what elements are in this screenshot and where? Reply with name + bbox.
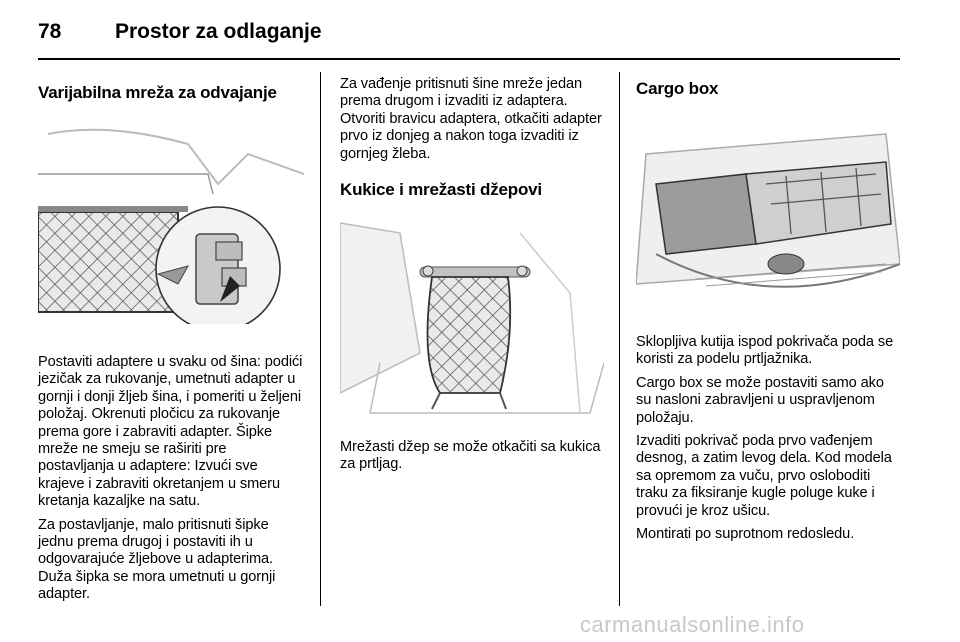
net-pocket-illustration	[340, 213, 604, 419]
cargo-paragraph-3: Izvaditi pokrivač poda prvo vađenjem desnog, a zatim levog dela. Kod modela sa opremom za vuču, prvo osloboditi traku za fiksiranje kugle poluge kuke i provući je kroz ušicu.	[636, 433, 892, 519]
section-heading-cargo-box: Cargo box	[636, 79, 719, 98]
header-divider	[38, 58, 900, 60]
section-heading-hooks: Kukice i mrežasti džepovi	[340, 180, 542, 200]
watermark: carmanualsonline.info	[580, 612, 805, 637]
chapter-title: Prostor za odlaganje	[115, 20, 322, 43]
column-3	[636, 72, 902, 549]
cargo-box-illustration	[636, 114, 900, 322]
net-removal-paragraph: Za vađenje pritisnuti šine mreže jedan prema drugom i izvaditi iz adaptera. Otvoriti bravicu adaptera, otkačiti adapter prvo iz donjeg a nakon toga izvaditi iz gornjeg žleba.	[340, 76, 602, 162]
page-header	[38, 16, 900, 56]
column-2	[340, 72, 610, 480]
cargo-paragraph-2: Cargo box se može postaviti samo ako su nasloni zabravljeni u uspravljenom položaju.	[636, 374, 884, 426]
net-paragraph-2: Za postavljanje, malo pritisnuti šipke jednu prema drugoj i postaviti ih u odgovarajuće žljebove u adapterima. Duža šipka se mora umetnuti u gornji adapter.	[38, 516, 276, 603]
net-adapter-illustration	[38, 114, 304, 324]
column-divider-1	[320, 72, 321, 606]
column-divider-2	[619, 72, 620, 606]
section-heading-net: Varijabilna mreža za odvajanje	[38, 83, 277, 102]
page-number: 78	[38, 20, 62, 43]
net-pocket-paragraph: Mrežasti džep se može otkačiti sa kukica za prtljag.	[340, 439, 601, 473]
net-paragraph-1: Postaviti adaptere u svaku od šina: podići jezičak za rukovanje, umetnuti adapter u gornji i donji žljeb šina, i pomeriti u željeni položaj. Okrenuti pločicu za rukovanje prema gore i zabraviti adapter. Šipke mreže ne smeju se raširiti pre postavljanja u adaptere: Izvući sve krajeve i zabraviti okretanjem u smeru kretanja kazaljke na satu.	[38, 354, 303, 510]
cargo-paragraph-4: Montirati po suprotnom redosledu.	[636, 526, 855, 543]
column-1	[38, 72, 306, 610]
cargo-paragraph-1: Sklopljiva kutija ispod pokrivača poda se koristi za podelu prtljažnika.	[636, 334, 894, 368]
